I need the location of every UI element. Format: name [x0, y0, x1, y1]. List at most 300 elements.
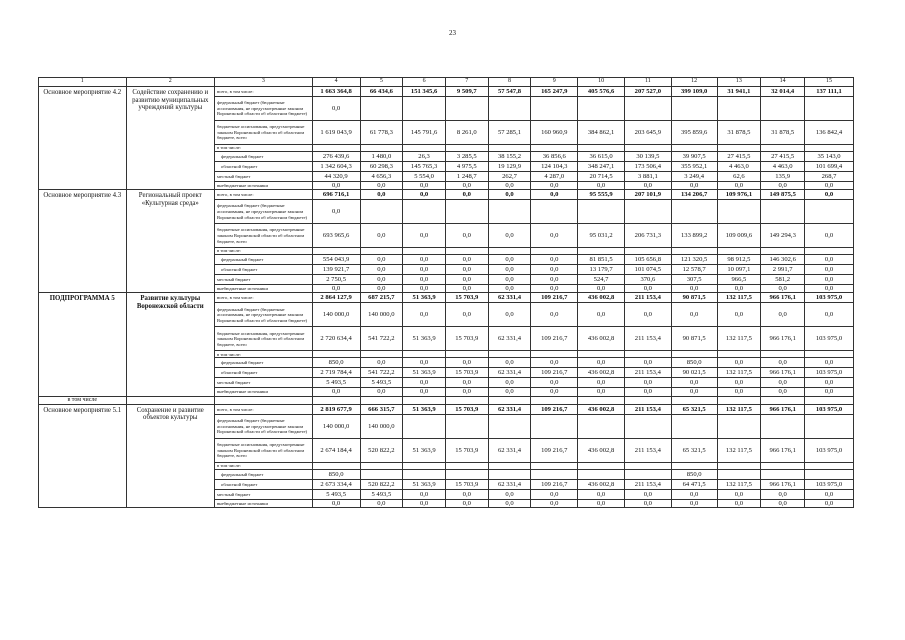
value-cell: 135,9 — [761, 172, 805, 182]
value-cell: 95 555,9 — [578, 190, 625, 200]
header-cell: 3 — [215, 78, 313, 87]
header-cell: 13 — [717, 78, 761, 87]
value-cell — [531, 462, 578, 469]
value-cell: 206 731,3 — [624, 224, 671, 248]
value-cell — [624, 414, 671, 438]
value-cell — [531, 469, 578, 479]
value-cell: 51 363,9 — [403, 368, 446, 378]
value-cell: 0,0 — [805, 499, 854, 507]
value-cell — [624, 97, 671, 121]
value-cell: 0,0 — [578, 489, 625, 499]
value-cell — [445, 200, 488, 224]
value-cell: 2 719 784,4 — [312, 368, 360, 378]
row-group-title: ПОДПРОГРАММА 5 — [39, 293, 127, 396]
value-cell: 132 117,5 — [717, 368, 761, 378]
value-cell: 0,0 — [488, 499, 531, 507]
value-cell: 0,0 — [717, 388, 761, 396]
value-cell: 5 554,0 — [403, 172, 446, 182]
value-cell: 0,0 — [312, 200, 360, 224]
value-cell: 0,0 — [531, 182, 578, 190]
value-cell: 0,0 — [624, 499, 671, 507]
value-cell: 0,0 — [624, 378, 671, 388]
value-cell: 0,0 — [671, 303, 717, 327]
value-cell: 966 176,1 — [761, 327, 805, 351]
value-cell: 12 578,7 — [671, 265, 717, 275]
value-cell — [671, 462, 717, 469]
value-cell: 687 215,7 — [360, 293, 403, 303]
value-cell: 0,0 — [578, 388, 625, 396]
value-cell — [578, 97, 625, 121]
value-cell: 0,0 — [531, 190, 578, 200]
empty-cell — [717, 396, 761, 404]
value-cell: 137 111,1 — [805, 87, 854, 97]
value-cell: 140 000,0 — [360, 414, 403, 438]
value-cell: 211 153,4 — [624, 404, 671, 414]
value-cell: 146 302,6 — [761, 255, 805, 265]
value-cell: 966 176,1 — [761, 438, 805, 462]
value-cell — [445, 469, 488, 479]
value-cell: 0,0 — [671, 499, 717, 507]
value-cell: 0,0 — [531, 255, 578, 265]
table-row — [39, 404, 854, 414]
value-cell: 132 117,5 — [717, 479, 761, 489]
value-cell — [578, 351, 625, 358]
value-cell: 0,0 — [360, 182, 403, 190]
value-cell: 0,0 — [624, 303, 671, 327]
row-group-name: Региональный проект «Культурная среда» — [126, 190, 215, 293]
empty-cell — [578, 396, 625, 404]
value-cell — [578, 469, 625, 479]
row-group-name: Содействие сохранению и развитию муниципальных учреждений культуры — [126, 87, 215, 190]
value-cell: 32 014,4 — [761, 87, 805, 97]
value-cell: 0,0 — [805, 275, 854, 285]
value-cell — [312, 351, 360, 358]
value-cell: 307,5 — [671, 275, 717, 285]
value-cell: 436 002,8 — [578, 327, 625, 351]
value-cell: 9 509,7 — [445, 87, 488, 97]
value-cell: 0,0 — [360, 388, 403, 396]
value-cell — [403, 97, 446, 121]
value-cell — [761, 351, 805, 358]
value-cell: 90 871,5 — [671, 293, 717, 303]
value-cell: 0,0 — [805, 358, 854, 368]
value-cell — [578, 145, 625, 152]
value-cell: 0,0 — [488, 265, 531, 275]
value-cell: 0,0 — [360, 358, 403, 368]
value-cell — [578, 414, 625, 438]
value-cell: 0,0 — [488, 255, 531, 265]
value-cell — [578, 248, 625, 255]
value-cell — [717, 414, 761, 438]
value-cell: 0,0 — [805, 265, 854, 275]
value-cell: 348 247,1 — [578, 162, 625, 172]
value-cell — [761, 145, 805, 152]
value-cell: 38 155,2 — [488, 152, 531, 162]
empty-cell — [488, 396, 531, 404]
table-row — [39, 87, 854, 97]
funding-source-label: всего, в том числе: — [215, 404, 313, 414]
value-cell: 0,0 — [312, 388, 360, 396]
funding-source-label: федеральный бюджет (бюджетные ассигнования, не предусмотренные законом Воронежской области об областном бюджете) — [215, 200, 313, 224]
value-cell: 5 493,5 — [312, 489, 360, 499]
value-cell — [624, 248, 671, 255]
value-cell: 0,0 — [488, 303, 531, 327]
funding-source-label: областной бюджет — [215, 265, 313, 275]
value-cell: 0,0 — [312, 499, 360, 507]
value-cell: 1 663 364,8 — [312, 87, 360, 97]
value-cell: 0,0 — [403, 499, 446, 507]
value-cell: 0,0 — [445, 190, 488, 200]
value-cell: 0,0 — [805, 285, 854, 293]
value-cell: 0,0 — [624, 489, 671, 499]
value-cell: 5 493,5 — [312, 378, 360, 388]
header-cell: 15 — [805, 78, 854, 87]
value-cell: 0,0 — [445, 265, 488, 275]
header-cell: 5 — [360, 78, 403, 87]
value-cell — [360, 351, 403, 358]
value-cell: 132 117,5 — [717, 438, 761, 462]
value-cell: 140 000,0 — [360, 303, 403, 327]
funding-source-label: внебюджетные источники — [215, 182, 313, 190]
value-cell: 103 975,0 — [805, 438, 854, 462]
value-cell: 65 321,5 — [671, 404, 717, 414]
value-cell: 3 881,1 — [624, 172, 671, 182]
value-cell: 26,3 — [403, 152, 446, 162]
table-row — [39, 396, 854, 404]
value-cell — [445, 414, 488, 438]
value-cell: 966 176,1 — [761, 368, 805, 378]
funding-source-label: всего, в том числе: — [215, 190, 313, 200]
value-cell: 0,0 — [403, 190, 446, 200]
funding-source-label: в том числе: — [215, 145, 313, 152]
value-cell — [805, 248, 854, 255]
value-cell: 0,0 — [403, 489, 446, 499]
value-cell: 15 703,9 — [445, 293, 488, 303]
value-cell: 64 471,5 — [671, 479, 717, 489]
value-cell: 370,6 — [624, 275, 671, 285]
value-cell — [488, 469, 531, 479]
value-cell: 207 527,0 — [624, 87, 671, 97]
value-cell: 0,0 — [360, 190, 403, 200]
value-cell: 90 871,5 — [671, 327, 717, 351]
value-cell: 0,0 — [624, 388, 671, 396]
value-cell — [360, 462, 403, 469]
value-cell: 0,0 — [578, 182, 625, 190]
value-cell: 0,0 — [403, 388, 446, 396]
value-cell: 101 699,4 — [805, 162, 854, 172]
value-cell — [403, 145, 446, 152]
value-cell — [671, 248, 717, 255]
value-cell — [445, 248, 488, 255]
value-cell: 109 216,7 — [531, 327, 578, 351]
value-cell: 0,0 — [403, 378, 446, 388]
value-cell: 62 331,4 — [488, 438, 531, 462]
value-cell: 36 615,0 — [578, 152, 625, 162]
value-cell: 60 298,3 — [360, 162, 403, 172]
funding-source-label: федеральный бюджет (бюджетные ассигнования, не предусмотренные законом Воронежской области об областном бюджете) — [215, 414, 313, 438]
value-cell — [403, 351, 446, 358]
value-cell: 0,0 — [488, 489, 531, 499]
value-cell: 4 463,0 — [717, 162, 761, 172]
value-cell: 276 439,6 — [312, 152, 360, 162]
value-cell: 51 363,9 — [403, 479, 446, 489]
budget-table — [38, 77, 854, 508]
value-cell — [805, 462, 854, 469]
value-cell: 0,0 — [624, 182, 671, 190]
value-cell: 0,0 — [488, 224, 531, 248]
value-cell: 10 097,1 — [717, 265, 761, 275]
value-cell: 132 117,5 — [717, 293, 761, 303]
header-cell: 6 — [403, 78, 446, 87]
value-cell: 0,0 — [805, 388, 854, 396]
value-cell: 2 991,7 — [761, 265, 805, 275]
funding-source-label: всего, в том числе: — [215, 293, 313, 303]
funding-source-label: местный бюджет — [215, 378, 313, 388]
value-cell: 436 002,8 — [578, 438, 625, 462]
funding-source-label: в том числе: — [215, 248, 313, 255]
value-cell: 0,0 — [488, 190, 531, 200]
value-cell: 35 143,0 — [805, 152, 854, 162]
empty-cell — [805, 396, 854, 404]
value-cell: 0,0 — [360, 285, 403, 293]
value-cell: 51 363,9 — [403, 327, 446, 351]
value-cell: 0,0 — [671, 489, 717, 499]
value-cell: 139 921,7 — [312, 265, 360, 275]
value-cell: 2 673 334,4 — [312, 479, 360, 489]
value-cell: 3 249,4 — [671, 172, 717, 182]
value-cell: 0,0 — [578, 499, 625, 507]
empty-cell — [761, 396, 805, 404]
value-cell — [403, 469, 446, 479]
value-cell — [403, 462, 446, 469]
value-cell — [761, 462, 805, 469]
funding-source-label: местный бюджет — [215, 489, 313, 499]
value-cell: 36 856,6 — [531, 152, 578, 162]
value-cell: 0,0 — [761, 378, 805, 388]
value-cell: 0,0 — [671, 182, 717, 190]
value-cell: 13 179,7 — [578, 265, 625, 275]
value-cell: 62 331,4 — [488, 479, 531, 489]
page-number: 23 — [449, 29, 456, 37]
value-cell: 666 315,7 — [360, 404, 403, 414]
value-cell: 57 547,8 — [488, 87, 531, 97]
funding-source-label: бюджетные ассигнования, предусмотренные законом Воронежской области об областном бюджете, всего — [215, 327, 313, 351]
value-cell — [360, 145, 403, 152]
value-cell: 66 434,6 — [360, 87, 403, 97]
empty-cell — [531, 396, 578, 404]
value-cell: 541 722,2 — [360, 368, 403, 378]
value-cell: 103 975,0 — [805, 479, 854, 489]
empty-cell — [126, 396, 215, 404]
value-cell — [624, 462, 671, 469]
row-group-title: Основное мероприятие 5.1 — [39, 404, 127, 507]
value-cell: 109 216,7 — [531, 368, 578, 378]
value-cell — [805, 469, 854, 479]
value-cell: 0,0 — [445, 358, 488, 368]
value-cell — [578, 462, 625, 469]
value-cell: 15 703,9 — [445, 368, 488, 378]
value-cell — [360, 97, 403, 121]
row-group-title: Основное мероприятие 4.2 — [39, 87, 127, 190]
value-cell: 0,0 — [578, 358, 625, 368]
value-cell: 966,5 — [717, 275, 761, 285]
value-cell: 31 941,1 — [717, 87, 761, 97]
value-cell — [671, 351, 717, 358]
value-cell: 90 021,5 — [671, 368, 717, 378]
value-cell: 966 176,1 — [761, 404, 805, 414]
value-cell — [671, 200, 717, 224]
value-cell: 149 294,3 — [761, 224, 805, 248]
value-cell: 15 703,9 — [445, 404, 488, 414]
header-cell: 1 — [39, 78, 127, 87]
table-row — [39, 190, 854, 200]
value-cell: 0,0 — [717, 182, 761, 190]
header-cell: 9 — [531, 78, 578, 87]
value-cell: 0,0 — [531, 358, 578, 368]
value-cell: 0,0 — [624, 358, 671, 368]
value-cell: 0,0 — [761, 285, 805, 293]
value-cell — [531, 351, 578, 358]
value-cell: 0,0 — [488, 378, 531, 388]
value-cell: 140 000,0 — [312, 414, 360, 438]
funding-source-label: федеральный бюджет (бюджетные ассигнования, не предусмотренные законом Воронежской области об областном бюджете) — [215, 97, 313, 121]
value-cell: 0,0 — [445, 303, 488, 327]
value-cell: 541 722,2 — [360, 327, 403, 351]
value-cell: 0,0 — [403, 303, 446, 327]
value-cell: 0,0 — [717, 358, 761, 368]
value-cell: 2 864 127,9 — [312, 293, 360, 303]
funding-source-label: федеральный бюджет (бюджетные ассигнования, не предусмотренные законом Воронежской области об областном бюджете) — [215, 303, 313, 327]
value-cell: 0,0 — [403, 275, 446, 285]
value-cell: 0,0 — [805, 303, 854, 327]
value-cell — [488, 145, 531, 152]
value-cell: 51 363,9 — [403, 438, 446, 462]
value-cell — [761, 97, 805, 121]
header-cell: 7 — [445, 78, 488, 87]
value-cell: 524,7 — [578, 275, 625, 285]
value-cell: 0,0 — [445, 255, 488, 265]
value-cell — [671, 414, 717, 438]
funding-source-label: в том числе: — [215, 351, 313, 358]
value-cell: 81 851,5 — [578, 255, 625, 265]
value-cell: 109 216,7 — [531, 293, 578, 303]
value-cell: 0,0 — [717, 303, 761, 327]
value-cell: 101 074,5 — [624, 265, 671, 275]
value-cell: 44 320,9 — [312, 172, 360, 182]
funding-source-label: бюджетные ассигнования, предусмотренные законом Воронежской области об областном бюджете, всего — [215, 224, 313, 248]
value-cell — [717, 97, 761, 121]
value-cell: 0,0 — [360, 224, 403, 248]
value-cell: 132 117,5 — [717, 327, 761, 351]
value-cell: 0,0 — [445, 489, 488, 499]
value-cell: 0,0 — [717, 378, 761, 388]
value-cell: 0,0 — [805, 224, 854, 248]
in-that-number-label: в том числе — [39, 396, 127, 404]
value-cell: 0,0 — [531, 499, 578, 507]
value-cell: 0,0 — [761, 499, 805, 507]
value-cell: 0,0 — [805, 489, 854, 499]
value-cell: 0,0 — [445, 499, 488, 507]
value-cell — [403, 200, 446, 224]
value-cell: 0,0 — [531, 285, 578, 293]
value-cell: 0,0 — [761, 358, 805, 368]
value-cell: 165 247,9 — [531, 87, 578, 97]
header-cell: 11 — [624, 78, 671, 87]
value-cell: 0,0 — [445, 182, 488, 190]
value-cell: 124 104,3 — [531, 162, 578, 172]
value-cell: 57 285,1 — [488, 121, 531, 145]
value-cell: 51 363,9 — [403, 293, 446, 303]
value-cell — [761, 414, 805, 438]
value-cell: 149 875,5 — [761, 190, 805, 200]
value-cell — [717, 462, 761, 469]
value-cell: 62,6 — [717, 172, 761, 182]
value-cell: 39 907,5 — [671, 152, 717, 162]
value-cell: 436 002,8 — [578, 404, 625, 414]
header-row — [39, 78, 854, 87]
value-cell: 0,0 — [403, 255, 446, 265]
value-cell: 0,0 — [531, 489, 578, 499]
value-cell: 103 975,0 — [805, 327, 854, 351]
empty-cell — [624, 396, 671, 404]
value-cell: 1 480,0 — [360, 152, 403, 162]
value-cell: 262,7 — [488, 172, 531, 182]
value-cell: 211 153,4 — [624, 327, 671, 351]
value-cell: 554 043,9 — [312, 255, 360, 265]
value-cell: 109 216,7 — [531, 438, 578, 462]
value-cell — [403, 414, 446, 438]
funding-source-label: областной бюджет — [215, 479, 313, 489]
value-cell: 31 878,5 — [761, 121, 805, 145]
funding-source-label: областной бюджет — [215, 368, 313, 378]
value-cell — [717, 469, 761, 479]
value-cell: 0,0 — [360, 265, 403, 275]
value-cell: 0,0 — [360, 499, 403, 507]
value-cell: 51 363,9 — [403, 404, 446, 414]
value-cell: 136 842,4 — [805, 121, 854, 145]
value-cell: 30 139,5 — [624, 152, 671, 162]
funding-source-label: местный бюджет — [215, 275, 313, 285]
value-cell — [761, 248, 805, 255]
value-cell: 62 331,4 — [488, 368, 531, 378]
value-cell: 5 493,5 — [360, 489, 403, 499]
value-cell: 151 345,6 — [403, 87, 446, 97]
value-cell: 0,0 — [445, 388, 488, 396]
value-cell: 0,0 — [360, 275, 403, 285]
funding-source-label: внебюджетные источники — [215, 388, 313, 396]
table-body — [39, 78, 854, 508]
value-cell: 4 975,5 — [445, 162, 488, 172]
value-cell: 160 960,9 — [531, 121, 578, 145]
empty-cell — [671, 396, 717, 404]
value-cell: 0,0 — [717, 285, 761, 293]
value-cell: 0,0 — [531, 378, 578, 388]
value-cell: 520 822,2 — [360, 479, 403, 489]
value-cell — [717, 351, 761, 358]
funding-source-label: внебюджетные источники — [215, 499, 313, 507]
value-cell: 109 976,1 — [717, 190, 761, 200]
value-cell: 133 899,2 — [671, 224, 717, 248]
value-cell — [805, 414, 854, 438]
value-cell: 0,0 — [578, 303, 625, 327]
value-cell: 2 720 634,4 — [312, 327, 360, 351]
value-cell: 405 576,6 — [578, 87, 625, 97]
value-cell — [445, 462, 488, 469]
value-cell: 1 619 043,9 — [312, 121, 360, 145]
funding-source-label: в том числе: — [215, 462, 313, 469]
funding-source-label: федеральный бюджет — [215, 469, 313, 479]
value-cell: 140 000,0 — [312, 303, 360, 327]
